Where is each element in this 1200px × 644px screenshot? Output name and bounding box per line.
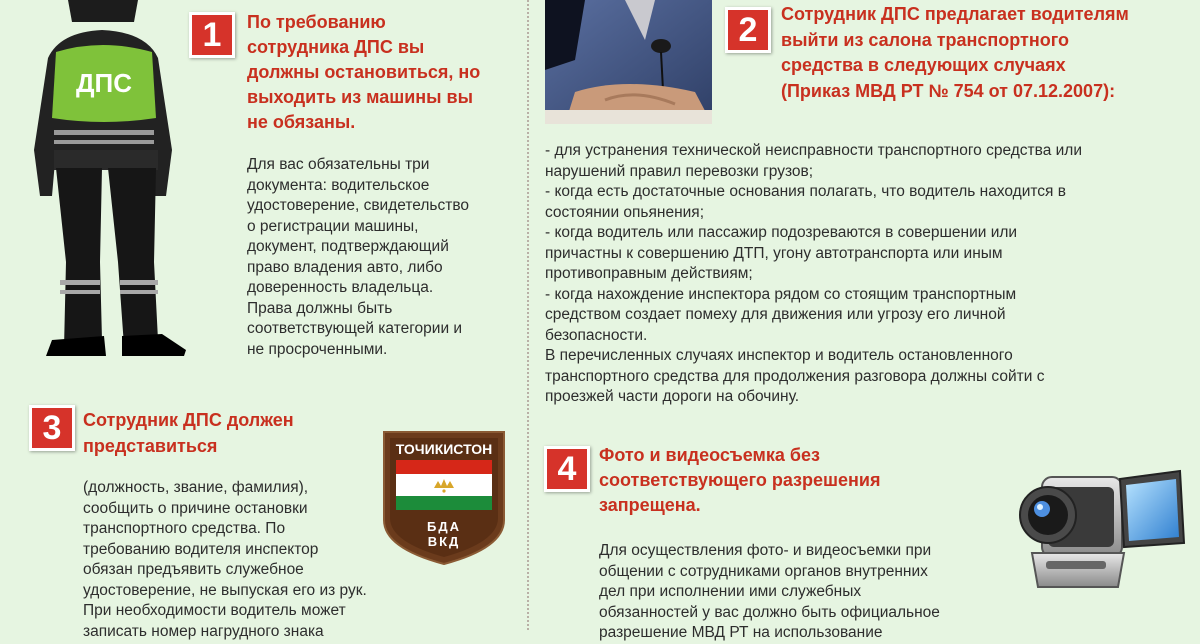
body-line: право владения авто, либо (247, 258, 443, 276)
heading-line: средства в следующих случаях (781, 55, 1066, 75)
body-line: - когда есть достаточные основания полагать, что водитель находится в (545, 183, 1066, 200)
body-line: требованию водителя инспектор (83, 540, 319, 558)
heading-line: представиться (83, 436, 218, 456)
body-line: - для устранения технической неисправности транспортного средства или (545, 142, 1082, 159)
heading-line: По требованию (247, 12, 386, 32)
body-line: документа: водительское (247, 176, 430, 194)
badge-bottom-text-1: БДА (427, 519, 461, 534)
body-line: общении с сотрудниками органов внутренних (599, 562, 928, 580)
body-line: нарушений правил перевозки грузов; (545, 162, 814, 180)
body-line: сообщить о причине остановки (83, 499, 308, 517)
section-number-3 (29, 405, 75, 451)
section-number-2 (725, 7, 771, 53)
body-line: транспортного средства для продолжения разговора должны сойти с (545, 367, 1045, 385)
body-line: противоправным действиям; (545, 265, 753, 282)
body-line: соответствующей категории и (247, 320, 463, 337)
heading-line: должны остановиться, но (247, 62, 481, 82)
heading-line: соответствующего разрешения (599, 470, 881, 490)
police-badge (380, 428, 508, 568)
heading-line: выходить из машины вы (247, 87, 473, 107)
section-number-4 (544, 446, 590, 492)
body-line: транспортного средства. По (83, 520, 286, 537)
heading-line: выйти из салона транспортного (781, 29, 1069, 50)
section2-heading (781, 2, 1129, 104)
video-camera-icon (1012, 457, 1187, 592)
body-line: - когда водитель или пассажир подозреваются в совершении или (545, 224, 1018, 241)
badge-top-text: ТОЧИКИСТОН (395, 441, 493, 457)
column-divider (527, 0, 529, 630)
section-number-2-text: 2 (738, 10, 758, 49)
heading-line: Сотрудник ДПС предлагает водителям (781, 4, 1129, 24)
body-line: средством создает помеху для движения или угрозу его личной (545, 306, 1006, 323)
body-line: удостоверение, свидетельство (247, 197, 470, 214)
heading-line: запрещена. (599, 495, 701, 515)
body-line: причастны к совершению ДТП, угону автотранспорта или иным (545, 244, 1003, 262)
heading-line: Сотрудник ДПС должен (83, 410, 294, 430)
vest-label: ДПС (76, 68, 132, 98)
body-line: обязан предъявить служебное (83, 561, 304, 578)
body-line: доверенность владельца. (247, 279, 434, 296)
heading-line: (Приказ МВД РТ № 754 от 07.12.2007): (781, 80, 1116, 101)
section-number-4-text: 4 (557, 449, 577, 488)
body-line: Для вас обязательны три (247, 156, 430, 173)
section3-heading (83, 407, 294, 459)
body-line: документ, подтверждающий (247, 238, 449, 255)
body-line: В перечисленных случаях инспектор и водитель остановленного (545, 347, 1013, 364)
section2-body (545, 141, 1082, 408)
section1-body (247, 155, 469, 360)
heading-line: сотрудника ДПС вы (247, 37, 425, 57)
body-line: Для осуществления фото- и видеосъемки при (599, 542, 932, 559)
body-line: удостоверение, не выпуская его из рук. (83, 581, 367, 599)
heading-line: не обязаны. (247, 112, 356, 132)
heading-line: Фото и видеосъемка без (599, 445, 820, 465)
section-number-1-text: 1 (202, 15, 222, 54)
body-line: При необходимости водитель может (83, 602, 346, 619)
section4-body (599, 541, 940, 644)
body-line: обязанностей у вас должно быть официальное (599, 603, 940, 621)
body-line: о регистрации машины, (247, 217, 419, 235)
body-line: состоянии опьянения; (545, 203, 704, 221)
section3-body (83, 478, 367, 642)
body-line: разрешение МВД РТ на использование (599, 624, 883, 641)
body-line: дел при исполнении ими служебных (599, 583, 862, 600)
badge-bottom-text-2: ВКД (427, 534, 461, 549)
body-line: не просроченными. (247, 340, 388, 358)
body-line: (должность, звание, фамилия), (83, 479, 309, 496)
section-number-3-text: 3 (42, 408, 62, 447)
section1-heading (247, 10, 480, 135)
body-line: Права должны быть (247, 299, 393, 317)
body-line: проезжей части дороги на обочину. (545, 388, 800, 405)
body-line: записать номер нагрудного знака (83, 622, 324, 640)
section-number-1 (189, 12, 235, 58)
officer-photo (545, 0, 712, 124)
body-line: - когда нахождение инспектора рядом со стоящим транспортным (545, 285, 1017, 303)
traffic-officer-illustration (30, 0, 200, 358)
body-line: безопасности. (545, 326, 648, 344)
section4-heading (599, 443, 880, 518)
